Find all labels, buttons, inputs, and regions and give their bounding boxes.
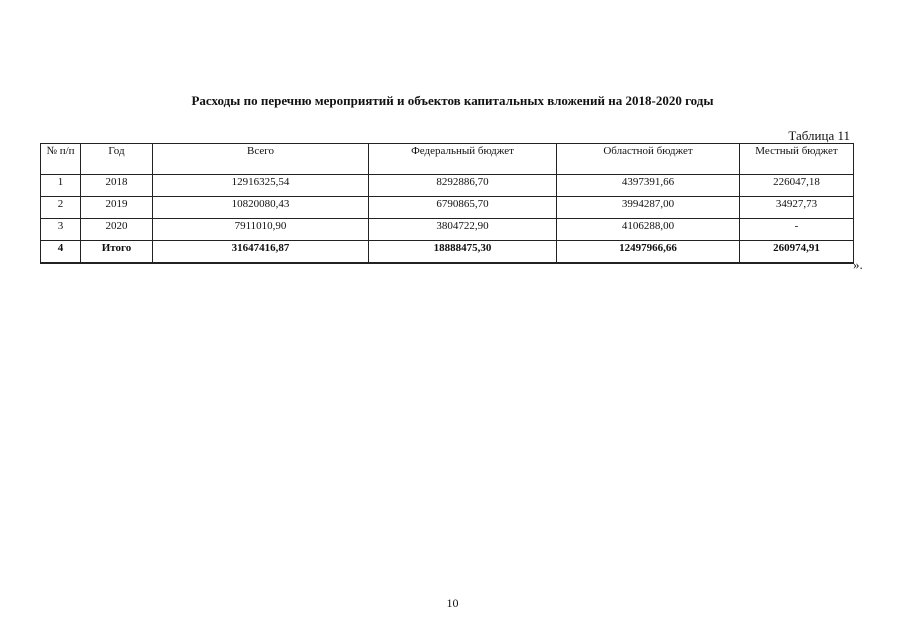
cell-regional: 4397391,66 (557, 175, 740, 197)
cell-year: Итого (81, 241, 153, 264)
cell-regional: 4106288,00 (557, 219, 740, 241)
cell-total: 10820080,43 (153, 197, 369, 219)
cell-number: 4 (41, 241, 81, 264)
cell-year: 2018 (81, 175, 153, 197)
cell-year: 2020 (81, 219, 153, 241)
table-row-total (41, 241, 854, 264)
table-row (41, 197, 854, 219)
cell-number: 3 (41, 219, 81, 241)
cell-local: 34927,73 (740, 197, 854, 219)
cell-federal: 8292886,70 (369, 175, 557, 197)
cell-total: 7911010,90 (153, 219, 369, 241)
cell-regional: 12497966,66 (557, 241, 740, 264)
column-header-local: Местный бюджет (740, 144, 854, 175)
cell-regional: 3994287,00 (557, 197, 740, 219)
cell-local: 226047,18 (740, 175, 854, 197)
document-title: Расходы по перечню мероприятий и объектов капитальных вложений на 2018-2020 годы (191, 93, 714, 108)
closing-quote: ». (853, 257, 863, 272)
table-row (41, 219, 854, 241)
cell-number: 1 (41, 175, 81, 197)
column-header-year: Год (81, 144, 153, 175)
expenses-table (40, 143, 854, 264)
column-header-total: Всего (153, 144, 369, 175)
cell-total: 31647416,87 (153, 241, 369, 264)
table-header-row (41, 144, 854, 175)
cell-federal: 18888475,30 (369, 241, 557, 264)
cell-local: - (740, 219, 854, 241)
table-row (41, 175, 854, 197)
column-header-federal: Федеральный бюджет (369, 144, 557, 175)
cell-federal: 6790865,70 (369, 197, 557, 219)
column-header-regional: Областной бюджет (557, 144, 740, 175)
table-label: Таблица 11 (788, 128, 850, 143)
column-header-number: № п/п (41, 144, 81, 175)
page-number: 10 (446, 596, 459, 610)
cell-number: 2 (41, 197, 81, 219)
cell-federal: 3804722,90 (369, 219, 557, 241)
cell-local: 260974,91 (740, 241, 854, 264)
cell-total: 12916325,54 (153, 175, 369, 197)
cell-year: 2019 (81, 197, 153, 219)
